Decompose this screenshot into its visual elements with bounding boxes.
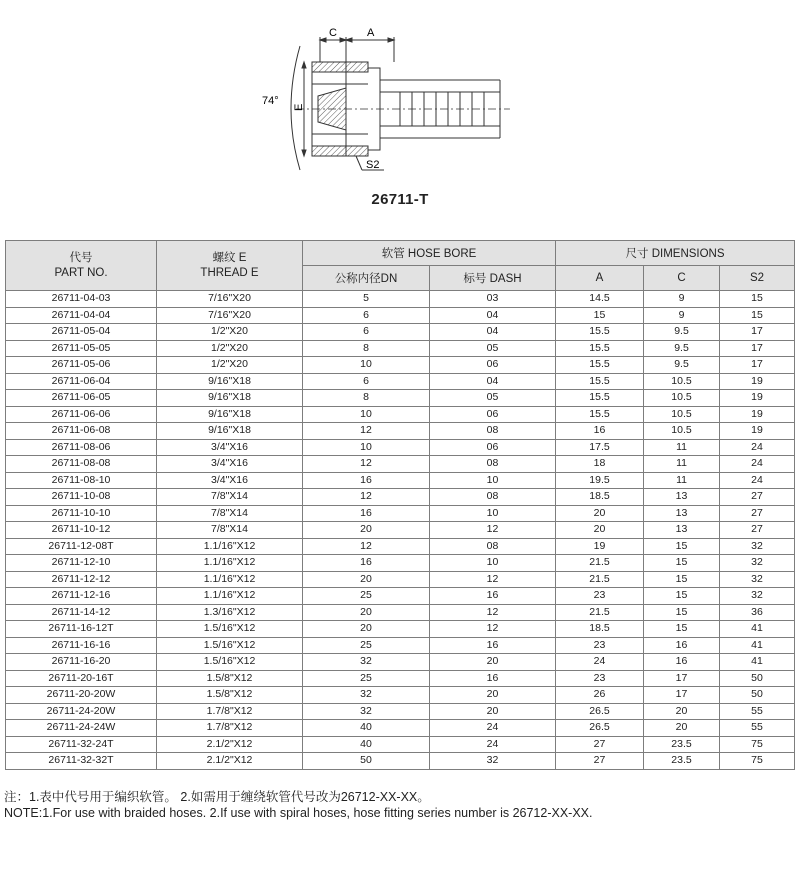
cell-thread: 1.5/16"X12: [157, 621, 303, 638]
header-part-no-en: PART NO.: [54, 266, 108, 279]
cell-dim-c: 17: [644, 687, 720, 704]
cell-dim-a: 20: [556, 522, 644, 539]
cell-thread: 1.3/16"X12: [157, 604, 303, 621]
cell-thread: 7/16"X20: [157, 307, 303, 324]
cell-dim-s2: 27: [720, 489, 795, 506]
cell-part-no: 26711-08-06: [6, 439, 157, 456]
cell-dim-a: 23: [556, 588, 644, 605]
table-row: [6, 373, 795, 390]
cell-dim-s2: 19: [720, 390, 795, 407]
cell-dash: 16: [430, 637, 556, 654]
cell-part-no: 26711-24-20W: [6, 703, 157, 720]
cell-dn: 32: [303, 703, 430, 720]
cell-thread: 2.1/2"X12: [157, 753, 303, 770]
cell-dn: 10: [303, 406, 430, 423]
cell-dim-s2: 17: [720, 324, 795, 341]
cell-dash: 08: [430, 423, 556, 440]
cell-dim-c: 13: [644, 522, 720, 539]
cell-dim-a: 20: [556, 505, 644, 522]
cell-dim-s2: 50: [720, 687, 795, 704]
cell-dim-s2: 36: [720, 604, 795, 621]
cell-dim-c: 13: [644, 505, 720, 522]
cell-dim-a: 15.5: [556, 406, 644, 423]
cell-dim-c: 9: [644, 307, 720, 324]
cell-part-no: 26711-06-06: [6, 406, 157, 423]
cell-dn: 10: [303, 357, 430, 374]
cell-part-no: 26711-20-16T: [6, 670, 157, 687]
label-e: E: [293, 103, 305, 111]
cell-dim-a: 15.5: [556, 373, 644, 390]
cell-dash: 32: [430, 753, 556, 770]
table-row: [6, 538, 795, 555]
cell-thread: 2.1/2"X12: [157, 736, 303, 753]
cell-dim-s2: 32: [720, 588, 795, 605]
cell-dim-s2: 17: [720, 357, 795, 374]
cell-dim-c: 10.5: [644, 373, 720, 390]
cell-dim-a: 15: [556, 307, 644, 324]
cell-dn: 32: [303, 654, 430, 671]
cell-thread: 7/16"X20: [157, 291, 303, 308]
table-row: [6, 439, 795, 456]
cell-thread: 1/2"X20: [157, 357, 303, 374]
cell-dim-a: 15.5: [556, 340, 644, 357]
table-row: [6, 505, 795, 522]
table-row: [6, 736, 795, 753]
cell-dn: 16: [303, 555, 430, 572]
cell-dim-c: 15: [644, 588, 720, 605]
cell-thread: 1.1/16"X12: [157, 588, 303, 605]
cell-dim-a: 18.5: [556, 621, 644, 638]
cell-dash: 20: [430, 703, 556, 720]
cell-dim-s2: 32: [720, 571, 795, 588]
cell-dash: 04: [430, 324, 556, 341]
cell-dim-c: 9.5: [644, 324, 720, 341]
cell-dn: 20: [303, 522, 430, 539]
cell-part-no: 26711-12-16: [6, 588, 157, 605]
cell-dim-c: 15: [644, 538, 720, 555]
header-thread-en: THREAD E: [200, 266, 259, 279]
cell-dash: 24: [430, 720, 556, 737]
cell-dim-c: 15: [644, 555, 720, 572]
cell-dash: 12: [430, 604, 556, 621]
cell-thread: 1.7/8"X12: [157, 720, 303, 737]
cell-dash: 12: [430, 621, 556, 638]
table-row: [6, 687, 795, 704]
cell-dn: 16: [303, 472, 430, 489]
cell-thread: 1.1/16"X12: [157, 555, 303, 572]
header-part-no-cn: 代号: [69, 251, 93, 264]
cell-thread: 1.5/16"X12: [157, 637, 303, 654]
cell-dim-c: 20: [644, 703, 720, 720]
table-row: [6, 637, 795, 654]
cell-dim-s2: 27: [720, 522, 795, 539]
label-angle: 74°: [262, 95, 279, 107]
cell-dim-c: 11: [644, 472, 720, 489]
cell-dim-s2: 55: [720, 703, 795, 720]
header-dn: 公称内径DN: [303, 266, 430, 291]
cell-part-no: 26711-12-08T: [6, 538, 157, 555]
header-a: A: [556, 266, 644, 291]
cell-dn: 8: [303, 340, 430, 357]
cell-dn: 6: [303, 307, 430, 324]
cell-dim-s2: 50: [720, 670, 795, 687]
cell-dim-c: 16: [644, 654, 720, 671]
header-thread: [157, 241, 303, 291]
cell-part-no: 26711-32-32T: [6, 753, 157, 770]
cell-dn: 8: [303, 390, 430, 407]
cell-part-no: 26711-12-12: [6, 571, 157, 588]
cell-dim-a: 15.5: [556, 324, 644, 341]
cell-dim-s2: 19: [720, 373, 795, 390]
cell-dim-a: 26.5: [556, 703, 644, 720]
cell-part-no: 26711-10-08: [6, 489, 157, 506]
cell-part-no: 26711-06-05: [6, 390, 157, 407]
cell-dn: 25: [303, 588, 430, 605]
cell-dim-s2: 27: [720, 505, 795, 522]
cell-dim-s2: 24: [720, 472, 795, 489]
cell-dim-a: 24: [556, 654, 644, 671]
cell-thread: 7/8"X14: [157, 489, 303, 506]
cell-dim-c: 17: [644, 670, 720, 687]
cell-part-no: 26711-14-12: [6, 604, 157, 621]
cell-dn: 50: [303, 753, 430, 770]
cell-dim-c: 11: [644, 439, 720, 456]
cell-part-no: 26711-04-03: [6, 291, 157, 308]
cell-dim-c: 13: [644, 489, 720, 506]
cell-dash: 10: [430, 505, 556, 522]
cell-part-no: 26711-05-04: [6, 324, 157, 341]
cell-dim-a: 27: [556, 753, 644, 770]
cell-dash: 06: [430, 439, 556, 456]
cell-thread: 1.5/8"X12: [157, 670, 303, 687]
cell-dim-s2: 19: [720, 423, 795, 440]
cell-dash: 24: [430, 736, 556, 753]
header-thread-cn: 螺纹 E: [212, 251, 247, 264]
cell-thread: 3/4"X16: [157, 456, 303, 473]
cell-dash: 08: [430, 538, 556, 555]
header-c: C: [644, 266, 720, 291]
cell-dim-c: 9: [644, 291, 720, 308]
table-row: [6, 357, 795, 374]
cell-dim-a: 23: [556, 637, 644, 654]
cell-dim-s2: 17: [720, 340, 795, 357]
cell-dim-c: 11: [644, 456, 720, 473]
cell-part-no: 26711-24-24W: [6, 720, 157, 737]
cell-dim-c: 15: [644, 571, 720, 588]
cell-dim-s2: 75: [720, 736, 795, 753]
table-row: [6, 670, 795, 687]
cell-dim-a: 21.5: [556, 604, 644, 621]
table-row: [6, 703, 795, 720]
cell-dash: 04: [430, 307, 556, 324]
cell-part-no: 26711-06-08: [6, 423, 157, 440]
cell-dn: 12: [303, 423, 430, 440]
cell-dim-s2: 19: [720, 406, 795, 423]
cell-part-no: 26711-10-12: [6, 522, 157, 539]
cell-dash: 05: [430, 340, 556, 357]
cell-part-no: 26711-32-24T: [6, 736, 157, 753]
cell-dim-c: 10.5: [644, 423, 720, 440]
cell-part-no: 26711-10-10: [6, 505, 157, 522]
table-row: [6, 406, 795, 423]
cell-dn: 12: [303, 538, 430, 555]
cell-dim-a: 19: [556, 538, 644, 555]
cell-dim-c: 15: [644, 621, 720, 638]
table-row: [6, 423, 795, 440]
table-row: [6, 522, 795, 539]
note-chinese: 注：1.表中代号用于编织软管。 2.如需用于缠绕软管代号改为26712-XX-XX。: [4, 790, 430, 804]
table-row: [6, 489, 795, 506]
cell-dn: 25: [303, 637, 430, 654]
cell-dim-a: 16: [556, 423, 644, 440]
cell-dim-a: 14.5: [556, 291, 644, 308]
cell-dn: 32: [303, 687, 430, 704]
header-part-no: [6, 241, 157, 291]
cell-part-no: 26711-20-20W: [6, 687, 157, 704]
cell-dim-c: 23.5: [644, 736, 720, 753]
cell-dn: 40: [303, 736, 430, 753]
cell-dash: 10: [430, 555, 556, 572]
cell-part-no: 26711-12-10: [6, 555, 157, 572]
cell-part-no: 26711-16-20: [6, 654, 157, 671]
table-row: [6, 720, 795, 737]
cell-dash: 20: [430, 687, 556, 704]
table-row: [6, 621, 795, 638]
cell-dn: 20: [303, 571, 430, 588]
table-row: [6, 588, 795, 605]
note-english: NOTE:1.For use with braided hoses. 2.If use with spiral hoses, hose fitting series number is 26712-XX-XX.: [4, 806, 593, 820]
table-row: [6, 571, 795, 588]
header-hose-bore: 软管 HOSE BORE: [303, 241, 556, 266]
table-row: [6, 654, 795, 671]
header-s2: S2: [720, 266, 795, 291]
cell-dim-s2: 41: [720, 637, 795, 654]
cell-part-no: 26711-16-12T: [6, 621, 157, 638]
table-row: [6, 307, 795, 324]
cell-dn: 16: [303, 505, 430, 522]
cell-dim-c: 9.5: [644, 357, 720, 374]
cell-dash: 06: [430, 357, 556, 374]
cell-part-no: 26711-05-06: [6, 357, 157, 374]
cell-thread: 3/4"X16: [157, 472, 303, 489]
table-body: [6, 291, 795, 770]
cell-dim-a: 21.5: [556, 571, 644, 588]
cell-dash: 10: [430, 472, 556, 489]
cell-dim-a: 18.5: [556, 489, 644, 506]
cell-thread: 7/8"X14: [157, 522, 303, 539]
cell-dim-a: 27: [556, 736, 644, 753]
cell-dim-a: 26: [556, 687, 644, 704]
cell-dim-c: 16: [644, 637, 720, 654]
header-dimensions: 尺寸 DIMENSIONS: [556, 241, 795, 266]
cell-dim-a: 21.5: [556, 555, 644, 572]
cell-dim-s2: 24: [720, 439, 795, 456]
cell-dash: 04: [430, 373, 556, 390]
cell-part-no: 26711-08-10: [6, 472, 157, 489]
cell-part-no: 26711-06-04: [6, 373, 157, 390]
label-a: A: [367, 27, 375, 39]
table-row: [6, 456, 795, 473]
cell-thread: 9/16"X18: [157, 406, 303, 423]
cell-thread: 1.7/8"X12: [157, 703, 303, 720]
cell-dn: 20: [303, 604, 430, 621]
cell-thread: 9/16"X18: [157, 423, 303, 440]
cell-dash: 06: [430, 406, 556, 423]
table-row: [6, 324, 795, 341]
cell-dash: 05: [430, 390, 556, 407]
cell-dash: 12: [430, 522, 556, 539]
cell-dim-a: 26.5: [556, 720, 644, 737]
cell-dash: 08: [430, 456, 556, 473]
table-row: [6, 604, 795, 621]
table-row: [6, 390, 795, 407]
cell-dim-a: 17.5: [556, 439, 644, 456]
cell-dash: 20: [430, 654, 556, 671]
cell-thread: 1/2"X20: [157, 340, 303, 357]
cell-dn: 20: [303, 621, 430, 638]
table-row: [6, 472, 795, 489]
cell-part-no: 26711-08-08: [6, 456, 157, 473]
cell-dim-s2: 41: [720, 654, 795, 671]
fitting-drawing: [0, 0, 800, 200]
table-row: [6, 555, 795, 572]
cell-dash: 03: [430, 291, 556, 308]
cell-thread: 1/2"X20: [157, 324, 303, 341]
cell-thread: 1.5/8"X12: [157, 687, 303, 704]
cell-dim-c: 23.5: [644, 753, 720, 770]
cell-dim-c: 20: [644, 720, 720, 737]
cell-thread: 1.1/16"X12: [157, 571, 303, 588]
cell-dim-s2: 41: [720, 621, 795, 638]
cell-dn: 6: [303, 324, 430, 341]
cell-dim-s2: 24: [720, 456, 795, 473]
table-row: [6, 753, 795, 770]
cell-dash: 16: [430, 670, 556, 687]
cell-dim-c: 9.5: [644, 340, 720, 357]
cell-dim-a: 23: [556, 670, 644, 687]
label-c: C: [329, 27, 337, 39]
cell-thread: 9/16"X18: [157, 390, 303, 407]
cell-thread: 9/16"X18: [157, 373, 303, 390]
cell-thread: 1.5/16"X12: [157, 654, 303, 671]
cell-dim-a: 15.5: [556, 357, 644, 374]
cell-dim-a: 19.5: [556, 472, 644, 489]
cell-dn: 5: [303, 291, 430, 308]
cell-dim-s2: 32: [720, 538, 795, 555]
table-row: [6, 340, 795, 357]
cell-dim-a: 18: [556, 456, 644, 473]
cell-dn: 6: [303, 373, 430, 390]
cell-part-no: 26711-05-05: [6, 340, 157, 357]
cell-dash: 08: [430, 489, 556, 506]
product-title: 26711-T: [371, 191, 429, 208]
header-dash: 标号 DASH: [430, 266, 556, 291]
cell-part-no: 26711-04-04: [6, 307, 157, 324]
cell-thread: 7/8"X14: [157, 505, 303, 522]
cell-dash: 16: [430, 588, 556, 605]
spec-table: [5, 240, 795, 770]
cell-dim-s2: 32: [720, 555, 795, 572]
cell-dim-c: 10.5: [644, 406, 720, 423]
cell-dn: 25: [303, 670, 430, 687]
table-row: [6, 291, 795, 308]
cell-thread: 1.1/16"X12: [157, 538, 303, 555]
cell-dn: 12: [303, 456, 430, 473]
cell-thread: 3/4"X16: [157, 439, 303, 456]
cell-dash: 12: [430, 571, 556, 588]
cell-dim-s2: 15: [720, 291, 795, 308]
cell-dim-a: 15.5: [556, 390, 644, 407]
cell-dn: 10: [303, 439, 430, 456]
cell-dim-c: 10.5: [644, 390, 720, 407]
cell-part-no: 26711-16-16: [6, 637, 157, 654]
cell-dim-c: 15: [644, 604, 720, 621]
cell-dn: 12: [303, 489, 430, 506]
cell-dn: 40: [303, 720, 430, 737]
label-s2: S2: [366, 159, 380, 171]
cell-dim-s2: 15: [720, 307, 795, 324]
cell-dim-s2: 75: [720, 753, 795, 770]
cell-dim-s2: 55: [720, 720, 795, 737]
